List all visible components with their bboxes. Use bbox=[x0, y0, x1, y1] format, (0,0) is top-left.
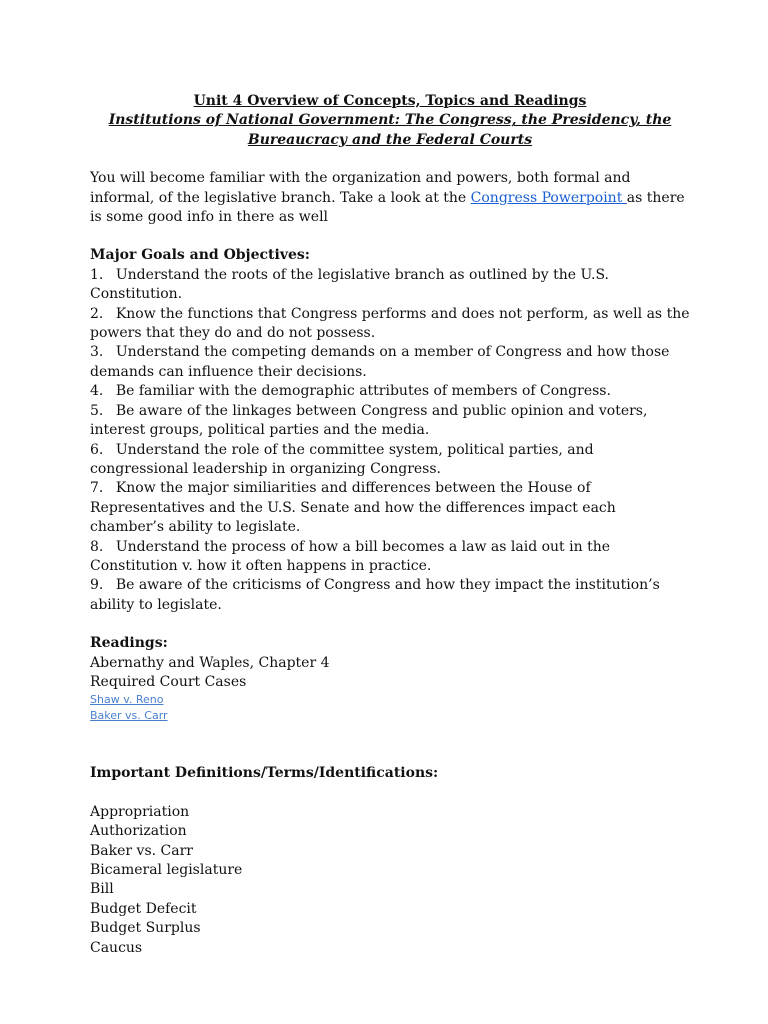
goal-number: 5. bbox=[90, 402, 104, 419]
document-title: Unit 4 Overview of Concepts, Topics and Readings bbox=[193, 93, 587, 109]
document-subtitle-line1: Institutions of National Government: The Congress, the Presidency, the bbox=[108, 112, 672, 129]
goal-text: Know the functions that Congress performs and does not perform, as well as the powers that they do and do not possess. bbox=[90, 305, 690, 342]
definition-item: Authorization bbox=[90, 823, 187, 840]
readings-heading: Readings: bbox=[90, 635, 168, 652]
goal-text: Be aware of the linkages between Congress and public opinion and voters, interest groups, political parties and the media. bbox=[90, 402, 648, 439]
goal-text: Understand the competing demands on a member of Congress and how those demands can influence their decisions. bbox=[90, 344, 670, 380]
goal-number: 4. bbox=[90, 383, 104, 400]
goal-number: 3. bbox=[90, 344, 104, 361]
goal-item bbox=[90, 576, 690, 615]
goal-text: Understand the process of how a bill becomes a law as laid out in the Constitution v. how it often happens in practice. bbox=[90, 538, 610, 574]
goal-text: Understand the role of the committee system, political parties, and congressional leadership in organizing Congress. bbox=[90, 441, 594, 477]
definition-item: Baker vs. Carr bbox=[90, 842, 193, 859]
goal-text: Be familiar with the demographic attributes of members of Congress. bbox=[115, 383, 611, 400]
definitions-heading: Important Definitions/Terms/Identifications: bbox=[90, 765, 439, 782]
goal-number: 1. bbox=[90, 266, 104, 283]
goal-number: 9. bbox=[90, 577, 104, 594]
document-content bbox=[90, 92, 690, 958]
goal-number: 7. bbox=[90, 480, 104, 497]
goals-heading: Major Goals and Objectives: bbox=[90, 247, 310, 264]
goal-item bbox=[90, 441, 690, 480]
definition-item: Bicameral legislature bbox=[90, 862, 243, 878]
goal-item bbox=[90, 538, 690, 577]
goal-item bbox=[90, 305, 690, 344]
goal-item bbox=[90, 266, 690, 305]
goal-item bbox=[90, 343, 690, 382]
goal-text: Be aware of the criticisms of Congress and how they impact the institution’s ability to legislate. bbox=[90, 577, 660, 613]
baker-vs-carr-link[interactable]: Baker vs. Carr bbox=[90, 709, 168, 723]
goal-item bbox=[90, 382, 690, 401]
readings-court-cases-label: Required Court Cases bbox=[90, 673, 247, 690]
goal-number: 2. bbox=[90, 305, 104, 322]
definition-item: Appropriation bbox=[90, 803, 190, 820]
document-subtitle-line2: Bureaucracy and the Federal Courts bbox=[247, 131, 533, 148]
definition-item: Caucus bbox=[90, 939, 143, 956]
readings-textbook: Abernathy and Waples, Chapter 4 bbox=[90, 654, 330, 671]
intro-text-after-link: as there is some good info in there as well bbox=[90, 189, 685, 226]
goal-item bbox=[90, 402, 690, 441]
goal-text: Understand the roots of the legislative branch as outlined by the U.S. Constitution. bbox=[90, 266, 609, 303]
goal-number: 6. bbox=[90, 441, 104, 458]
goal-text: Know the major similiarities and differences between the House of Representatives and the U.S. Senate and how the differences impact each chamber’s ability to legislate. bbox=[90, 480, 616, 536]
goal-item bbox=[90, 479, 690, 537]
definition-item: Budget Surplus bbox=[90, 920, 201, 937]
goals-list bbox=[90, 266, 690, 615]
definition-item: Budget Defecit bbox=[90, 900, 197, 917]
congress-powerpoint-link[interactable]: Congress Powerpoint bbox=[470, 189, 627, 206]
definition-item: Bill bbox=[90, 881, 114, 898]
intro-paragraph bbox=[90, 169, 690, 227]
goal-number: 8. bbox=[90, 538, 104, 555]
definitions-list bbox=[90, 803, 690, 958]
shaw-v-reno-link[interactable]: Shaw v. Reno bbox=[90, 693, 164, 707]
intro-text-before-link: You will become familiar with the organization and powers, both formal and informal, of the legislative branch. Take a look at the bbox=[90, 170, 631, 206]
